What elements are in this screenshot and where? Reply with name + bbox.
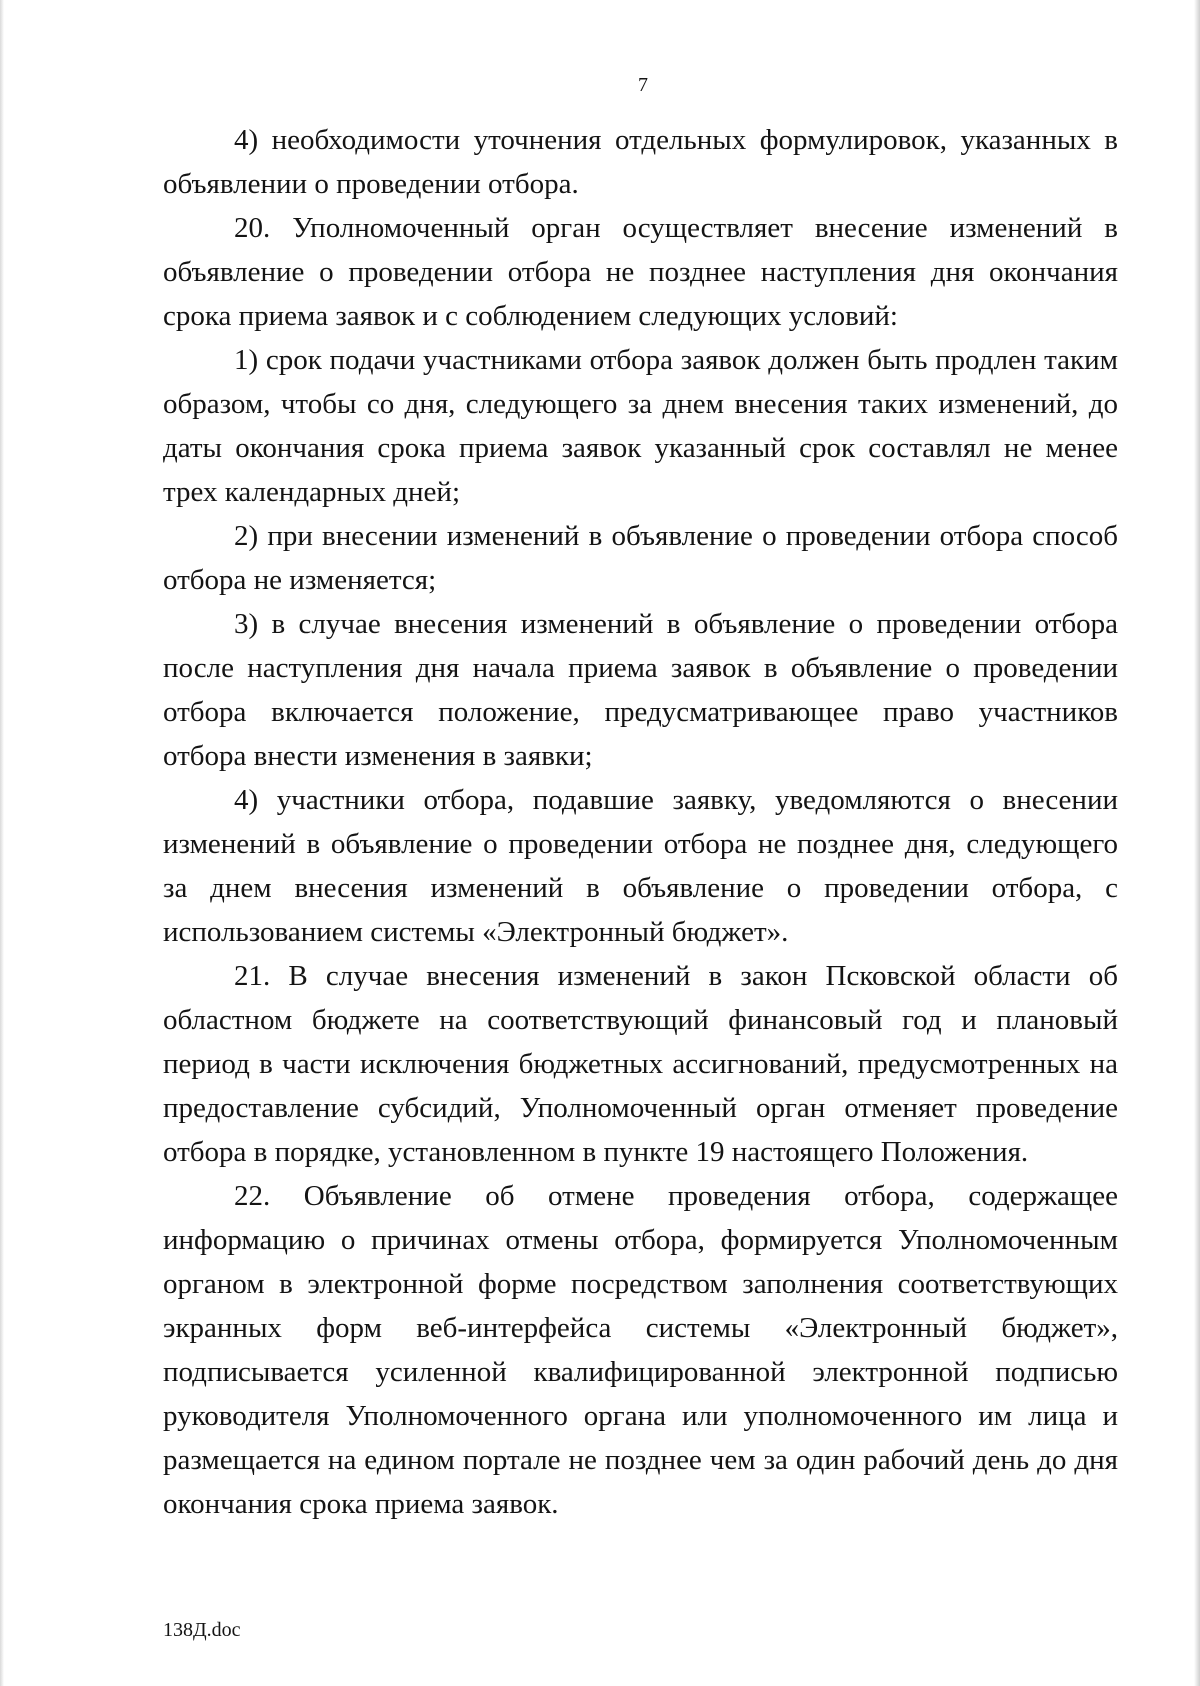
paragraph-22: 22. Объявление об отмене проведения отбора, содержащее информацию о причинах отмены отбора, формируется Уполномоченным органом в электронной форме посредством заполнения соответствующих экранных форм веб-интерфейса системы «Электронный бюджет», подписывается усиленной квалифицированной электронной подписью руководителя Уполномоченного органа или уполномоченного им лица и размещается на едином портале не позднее чем за один рабочий день до дня окончания срока приема заявок. [163,1180,1118,1520]
paragraph-20-item-1: 1) срок подачи участниками отбора заявок должен быть продлен таким образом, чтобы со дня, следующего за днем внесения таких изменений, до даты окончания срока приема заявок указанный срок составлял не менее трех календарных дней; [163,344,1118,508]
scan-edge-left [0,0,4,1686]
paragraph-20-item-3: 3) в случае внесения изменений в объявление о проведении отбора после наступления дня начала приема заявок в объявление о проведении отбора включается положение, предусматривающее право участников отбора внести изменения в заявки; [163,608,1118,772]
paragraph-item-4-wording: 4) необходимости уточнения отдельных формулировок, указанных в объявлении о проведении отбора. [163,124,1118,200]
paragraph-20-item-4: 4) участники отбора, подавшие заявку, уведомляются о внесении изменений в объявление о проведении отбора не позднее дня, следующего за днем внесения изменений в объявление о проведении отбора, с использованием системы «Электронный бюджет». [163,784,1118,948]
paragraph-20: 20. Уполномоченный орган осуществляет внесение изменений в объявление о проведении отбора не позднее наступления дня окончания срока приема заявок и с соблюдением следующих условий: [163,212,1118,332]
paragraph-20-item-2: 2) при внесении изменений в объявление о проведении отбора способ отбора не изменяется; [163,520,1118,596]
footer-file-name: 138Д.doc [163,1619,241,1641]
document-body [163,118,1118,1526]
page-number: 7 [638,74,648,96]
scan-edge-right [1194,0,1200,1686]
paragraph-21: 21. В случае внесения изменений в закон Псковской области об областном бюджете на соответствующий финансовый год и плановый период в части исключения бюджетных ассигнований, предусмотренных на предоставление субсидий, Уполномоченный орган отменяет проведение отбора в порядке, установленном в пункте 19 настоящего Положения. [163,960,1118,1168]
